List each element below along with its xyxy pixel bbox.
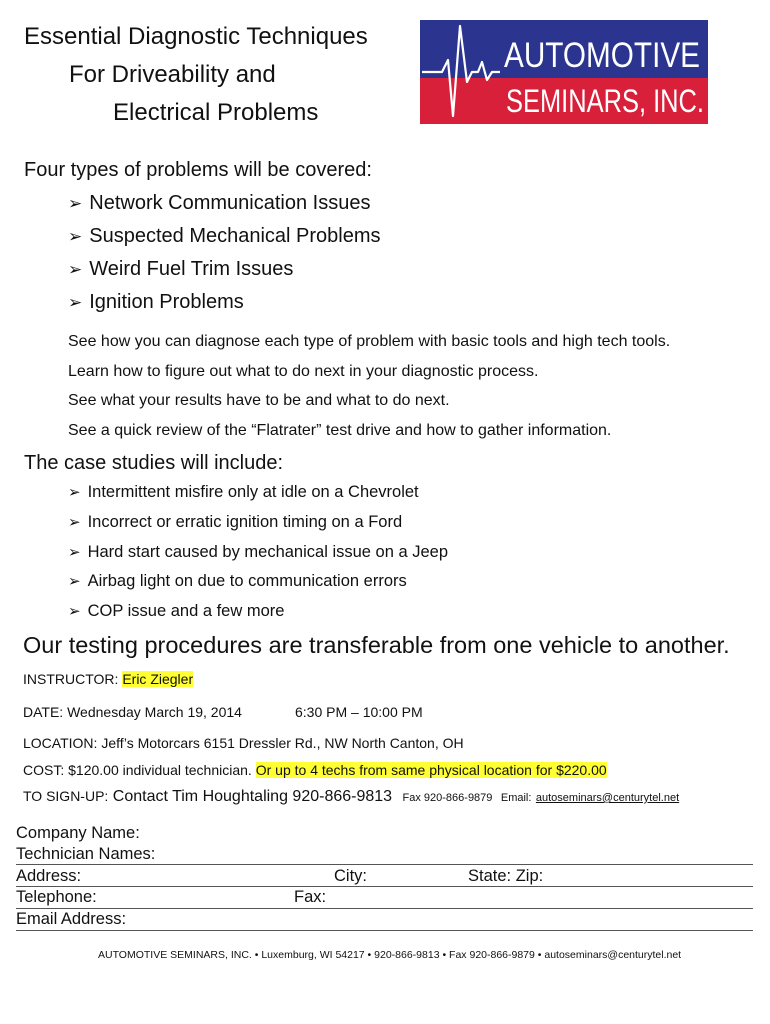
technician-names-field[interactable] bbox=[16, 845, 753, 864]
cost-value: $120.00 individual technician. bbox=[68, 762, 252, 778]
cost-highlight: Or up to 4 techs from same physical location for $220.00 bbox=[255, 762, 607, 778]
cost-line bbox=[23, 762, 607, 778]
instructor-label: INSTRUCTOR: bbox=[23, 671, 119, 687]
address-field[interactable]: Address: bbox=[16, 867, 82, 885]
signup-fax: Fax 920-866-9879 bbox=[402, 792, 493, 804]
case-studies-heading: The case studies will include: bbox=[24, 452, 284, 474]
intro-heading: Four types of problems will be covered: bbox=[24, 159, 372, 181]
time-value: 6:30 PM – 10:00 PM bbox=[295, 704, 423, 720]
signup-label: TO SIGN-UP: bbox=[23, 788, 109, 804]
signup-email-link[interactable]: autoseminars@centurytel.net bbox=[535, 792, 680, 804]
description-line: See a quick review of the “Flatrater” test drive and how to gather information. bbox=[68, 422, 612, 439]
instructor-line bbox=[23, 671, 193, 687]
intro-item: ➢ Ignition Problems bbox=[68, 291, 244, 313]
case-study-item: ➢ Intermittent misfire only at idle on a Chevrolet bbox=[68, 483, 419, 501]
case-study-item: ➢ COP issue and a few more bbox=[68, 602, 285, 620]
signup-contact: Contact Tim Houghtaling 920-866-9813 bbox=[112, 788, 393, 805]
telephone-field[interactable]: Telephone: bbox=[16, 888, 97, 906]
fax-field[interactable]: Fax: bbox=[294, 888, 327, 906]
signup-line bbox=[23, 788, 679, 806]
case-study-item: ➢ Hard start caused by mechanical issue on a Jeep bbox=[68, 543, 449, 561]
arrow-bullet-icon: ➢ bbox=[68, 514, 81, 531]
description-line: See how you can diagnose each type of problem with basic tools and high tech tools. bbox=[68, 333, 671, 350]
signup-email-label: Email: bbox=[500, 792, 532, 804]
technician-names-label: Technician Names: bbox=[16, 845, 156, 863]
form-divider bbox=[16, 908, 753, 909]
logo-text-line1: AUTOMOTIVE bbox=[504, 36, 700, 75]
form-divider bbox=[16, 886, 753, 887]
date-label: DATE: bbox=[23, 704, 64, 720]
intro-item: ➢ Weird Fuel Trim Issues bbox=[68, 258, 294, 280]
company-logo bbox=[420, 20, 708, 124]
telephone-row bbox=[16, 888, 753, 907]
company-name-label: Company Name: bbox=[16, 824, 140, 842]
logo-text-line2: SEMINARS, INC. bbox=[506, 83, 704, 119]
description-line: See what your results have to be and what to do next. bbox=[68, 392, 450, 409]
arrow-bullet-icon: ➢ bbox=[68, 573, 81, 590]
cost-label: COST: bbox=[23, 762, 65, 778]
case-study-item: ➢ Airbag light on due to communication errors bbox=[68, 572, 407, 590]
city-field[interactable]: City: bbox=[334, 867, 367, 885]
arrow-bullet-icon: ➢ bbox=[68, 227, 83, 246]
date-value: Wednesday March 19, 2014 bbox=[67, 704, 242, 720]
title-line-1: Essential Diagnostic Techniques bbox=[24, 23, 368, 50]
email-address-field[interactable] bbox=[16, 910, 753, 929]
form-divider bbox=[16, 864, 753, 865]
intro-item: ➢ Network Communication Issues bbox=[68, 192, 371, 214]
location-value: Jeff’s Motorcars 6151 Dressler Rd., NW North Canton, OH bbox=[101, 735, 464, 751]
address-row bbox=[16, 867, 753, 886]
state-zip-field[interactable]: State: Zip: bbox=[468, 867, 544, 885]
instructor-name: Eric Ziegler bbox=[122, 671, 194, 687]
arrow-bullet-icon: ➢ bbox=[68, 194, 83, 213]
case-study-item: ➢ Incorrect or erratic ignition timing on a Ford bbox=[68, 513, 403, 531]
title-line-2: For Driveability and bbox=[69, 61, 276, 88]
date-line bbox=[23, 704, 242, 720]
intro-item: ➢ Suspected Mechanical Problems bbox=[68, 225, 381, 247]
email-address-label: Email Address: bbox=[16, 910, 127, 928]
footer-contact: AUTOMOTIVE SEMINARS, INC. • Luxemburg, WI 54217 • 920-866-9813 • Fax 920-866-9879 • autoseminars@centurytel.net bbox=[98, 949, 682, 961]
arrow-bullet-icon: ➢ bbox=[68, 603, 81, 620]
company-name-field[interactable] bbox=[16, 824, 753, 843]
arrow-bullet-icon: ➢ bbox=[68, 484, 81, 501]
form-divider bbox=[16, 930, 753, 931]
arrow-bullet-icon: ➢ bbox=[68, 544, 81, 561]
arrow-bullet-icon: ➢ bbox=[68, 293, 83, 312]
title-line-3: Electrical Problems bbox=[113, 99, 319, 126]
logo-graphic bbox=[420, 20, 708, 124]
arrow-bullet-icon: ➢ bbox=[68, 260, 83, 279]
location-line bbox=[23, 735, 464, 751]
location-label: LOCATION: bbox=[23, 735, 98, 751]
transferable-statement: Our testing procedures are transferable from one vehicle to another. bbox=[23, 632, 730, 658]
description-line: Learn how to figure out what to do next in your diagnostic process. bbox=[68, 363, 539, 380]
